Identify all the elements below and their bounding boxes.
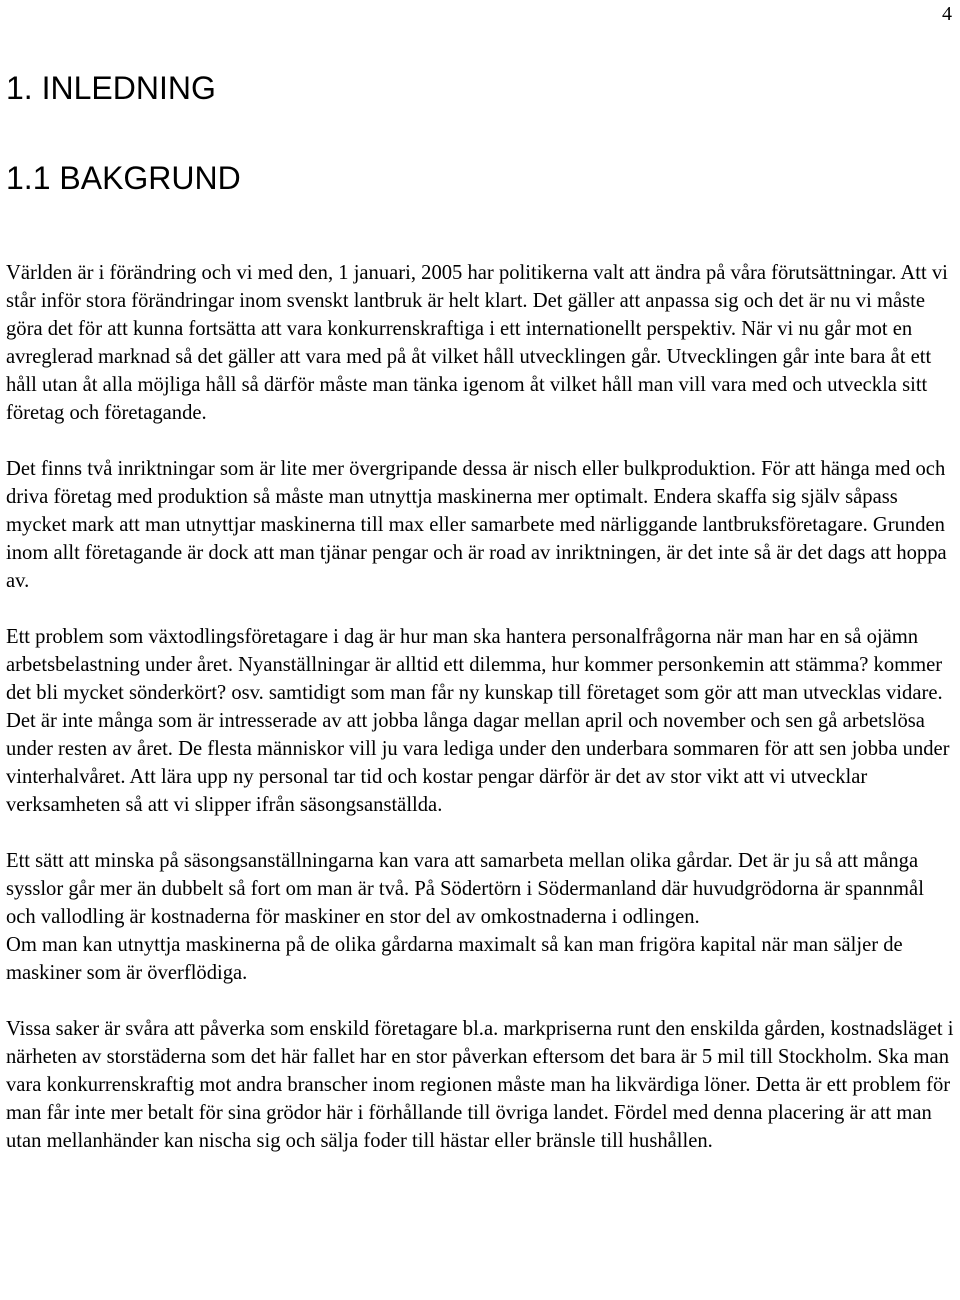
paragraph-5: Ett sätt att minska på säsongsanställningarna kan vara att samarbeta mellan olika gårdar. Det är ju så att många sysslor går mer än dubbelt så fort om man är två. På Södertörn i Södermanland där huvudgrödorna är spannmål och vallodling är kostnaderna för maskiner en stor del av omkostnaderna i odlingen.	[6, 850, 924, 928]
paragraph-7: Vissa saker är svåra att påverka som enskild företagare bl.a. markpriserna runt den enskilda gården, kostnadsläget i närheten av storstäderna som det här fallet har en stor påverkan eftersom det bara är 5 mil till Stockholm. Ska man vara konkurrenskraftig mot andra branscher inom regionen måste man ha likvärdiga löner. Detta är ett problem för man får inte mer betalt för sina grödor här i förhållande till övriga landet. Fördel med denna placering är att man utan mellanhänder kan nischa sig och sälja foder till hästar eller bränsle till hushållen.	[6, 1018, 954, 1152]
page-number: 4	[942, 3, 952, 25]
chapter-heading: 1. INLEDNING	[6, 70, 216, 106]
paragraph-4: Det är inte många som är intresserade av att jobba långa dagar mellan april och november och sen gå arbetslösa under resten av året. De flesta människor vill ju vara lediga under den underbara sommaren för att sen jobba under vinterhalvåret. Att lära upp ny personal tar tid och kostar pengar därför är det av stor vikt att vi utvecklar verksamheten så att vi slipper ifrån säsongsanställda.	[6, 710, 950, 816]
paragraph-3: Ett problem som växtodlingsföretagare i dag är hur man ska hantera personalfrågorna när man har en så ojämn arbetsbelastning under året. Nyanställningar är alltid ett dilemma, hur kommer personkemin att stämma? kommer det bli mycket sönderkört? osv. samtidigt som man får ny kunskap till företaget som gör att man utvecklas vidare.	[6, 626, 943, 704]
body-text	[6, 259, 956, 1183]
paragraph-1: Världen är i förändring och vi med den, 1 januari, 2005 har politikerna valt att ändra på våra förutsättningar. Att vi står inför stora förändringar inom svenskt lantbruk är helt klart. Det gäller att anpassa sig och det är nu vi måste göra det för att kunna fortsätta att vara konkurrenskraftiga i ett internationellt perspektiv. När vi nu går mot en avreglerad marknad så det gäller att vara med på åt vilket håll utvecklingen går. Utvecklingen går inte bara åt ett håll utan åt alla möjliga håll så därför måste man tänka igenom åt vilket håll man vill vara med och utveckla sitt företag och företagande.	[6, 262, 948, 424]
paragraph-2: Det finns två inriktningar som är lite mer övergripande dessa är nisch eller bulkproduktion. För att hänga med och driva företag med produktion så måste man utnyttja maskinerna mer optimalt. Endera skaffa sig själv såpass mycket mark att man utnyttjar maskinerna till max eller samarbete med närliggande lantbruksföretagare. Grunden inom allt företagande är dock att man tjänar pengar och är road av inriktningen, är det inte så är det dags att hoppa av.	[6, 458, 947, 592]
paragraph-6: Om man kan utnyttja maskinerna på de olika gårdarna maximalt så kan man frigöra kapital när man säljer de maskiner som är överflödiga.	[6, 934, 903, 984]
section-heading: 1.1 BAKGRUND	[6, 160, 241, 196]
